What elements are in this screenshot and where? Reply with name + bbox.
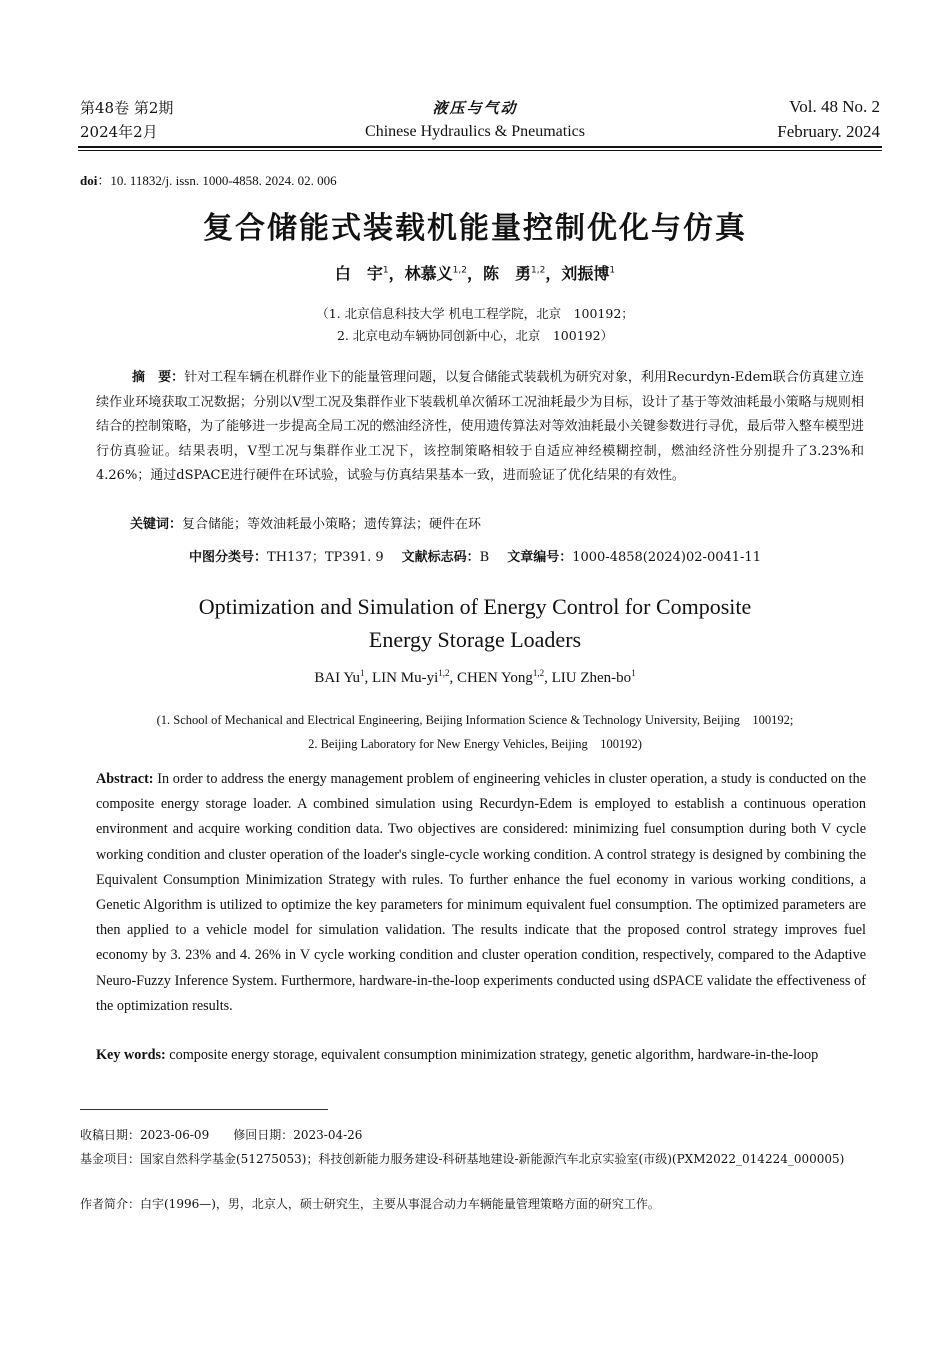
title-en-line: Optimization and Simulation of Energy Control for Composite — [198, 594, 752, 619]
author-separator: , — [364, 670, 373, 686]
author-separator: ， — [545, 264, 562, 283]
clc-value: TH137；TP391. 9 — [267, 550, 384, 565]
keywords-en-label: Key words: — [96, 1047, 166, 1063]
affiliations-cn — [0, 303, 950, 347]
keywords-cn-text: 复合储能；等效油耗最小策略；遗传算法；硬件在环 — [182, 517, 482, 532]
revised-label: 修回日期： — [233, 1128, 294, 1142]
doi — [80, 170, 337, 189]
author-name: 陈 勇 — [483, 264, 532, 283]
affiliation-line-en: 2. Beijing Laboratory for New Energy Vehicles, Beijing 100192) — [308, 737, 642, 751]
affiliation-line: （1. 北京信息科技大学 机电工程学院，北京 100192； — [316, 306, 634, 321]
doi-value[interactable]: ：10. 11832/j. issn. 1000-4858. 2024. 02. 006 — [97, 173, 337, 188]
clc-label: 中图分类号： — [189, 550, 268, 565]
author-affil-sup: 1,2 — [532, 668, 545, 678]
author-list-cn — [0, 261, 950, 284]
journal-issue-info-en — [777, 94, 880, 144]
author-separator: , — [449, 670, 458, 686]
author-affil-sup: 1 — [609, 265, 616, 276]
classification-line — [0, 546, 950, 565]
volume-issue-en: Vol. 48 No. 2 — [789, 97, 880, 116]
author-name-en: CHEN Yong — [457, 670, 533, 686]
abstract-en — [96, 767, 866, 1019]
author-list-en — [0, 668, 950, 687]
header-rule-thin — [78, 150, 882, 151]
doi-label: doi — [80, 173, 98, 188]
doc-code-value: B — [479, 550, 490, 565]
header-rule-thick — [78, 146, 882, 148]
author-name: 林慕义 — [404, 264, 453, 283]
article-no-label: 文章编号： — [507, 550, 573, 565]
doc-code-label: 文献标志码： — [401, 550, 480, 565]
author-separator: , — [544, 670, 552, 686]
journal-name-en: Chinese Hydraulics & Pneumatics — [365, 123, 585, 140]
author-affil-sup: 1 — [382, 265, 389, 276]
received-label: 收稿日期： — [80, 1128, 141, 1142]
author-affil-sup: 1 — [360, 668, 365, 678]
keywords-en-text: composite energy storage, equivalent consumption minimization strategy, genetic algorithm, hardware-in-the-loop — [165, 1047, 819, 1063]
paper-title-en — [0, 590, 950, 656]
footnote-funding: 基金项目：国家自然科学基金(51275053)；科技创新能力服务建设-科研基地建设-新能源汽车北京实验室(市级)(PXM2022_014224_000005) — [80, 1152, 845, 1166]
author-affil-sup: 1,2 — [452, 265, 467, 276]
author-affil-sup: 1 — [631, 668, 636, 678]
abstract-cn — [96, 366, 864, 489]
footnote-dates — [80, 1125, 884, 1145]
paper-title-cn: 复合储能式装载机能量控制优化与仿真 — [203, 211, 747, 246]
author-name: 白 宇 — [334, 264, 383, 283]
author-affil-sup: 1,2 — [531, 265, 546, 276]
author-name-en: BAI Yu — [314, 670, 361, 686]
article-no-value: 1000-4858(2024)02-0041-11 — [572, 550, 761, 565]
affiliation-line-en: (1. School of Mechanical and Electrical Engineering, Beijing Information Science & Technology University, Beijing 100192; — [156, 713, 794, 727]
title-en-line: Energy Storage Loaders — [368, 627, 582, 652]
keywords-cn — [130, 513, 481, 532]
journal-name-cn: 液压与气动 — [432, 99, 518, 117]
abstract-cn-label: 摘 要： — [132, 370, 185, 385]
author-affil-sup: 1,2 — [438, 668, 450, 678]
keywords-en — [96, 1043, 866, 1068]
author-name-en: LIN Mu-yi — [372, 670, 439, 686]
keywords-cn-label: 关键词： — [130, 517, 183, 532]
abstract-en-text: In order to address the energy management problem of engineering vehicles in cluster operation, a study is conducted on the composite energy storage loader. A combined simulation using Recurdyn-Edem is employed to establish a continuous operation environment and acquire working condition data. Two objectives are considered: minimizing fuel consumption during both V cycle working condition and cluster operation of the loader's single-cycle working condition. A control strategy is designed by combining the Equivalent Consumption Minimization Strategy with rules. To further enhance the fuel economy in various working conditions, a Genetic Algorithm is utilized to optimize the key parameters for minimum equivalent fuel consumption. The optimized parameters are then applied to a vehicle model for simulation validation. The results indicate that the proposed control strategy improves fuel economy by 3. 23% and 4. 26% in V cycle working condition and cluster operation condition, respectively, compared to the Adaptive Neuro-Fuzzy Inference System. Furthermore, hardware-in-the-loop experiments conducted using dSPACE validate the effectiveness of the optimization results. — [96, 771, 866, 1014]
affiliation-line: 2. 北京电动车辆协同创新中心，北京 100192） — [336, 328, 614, 343]
abstract-cn-text: 针对工程车辆在机群作业下的能量管理问题，以复合储能式装载机为研究对象，利用Recurdyn-Edem联合仿真建立连续作业环境获取工况数据；分别以V型工况及集群作业下装载机单次循环工况油耗最少为目标，设计了基于等效油耗最小策略与规则相结合的控制策略，为了能够进一步提高全局工况的燃油经济性，使用遗传算法对等效油耗最小关键参数进行寻优，最后带入整车模型进行仿真验证。结果表明，V型工况与集群作业工况下，该控制策略相较于自适应神经模糊控制，燃油经济性分别提升了3.23%和4.26%；通过dSPACE进行硬件在环试验，试验与仿真结果基本一致，进而验证了优化结果的有效性。 — [96, 370, 864, 483]
author-separator: ， — [388, 264, 405, 283]
affiliations-en — [0, 708, 950, 756]
footnote-author-bio: 作者简介：白宇(1996—)，男，北京人，硕士研究生，主要从事混合动力车辆能量管理策略方面的研究工作。 — [80, 1197, 660, 1211]
author-separator: ， — [466, 264, 483, 283]
author-name-en: LIU Zhen-bo — [551, 670, 632, 686]
abstract-en-label: Abstract: — [96, 771, 154, 787]
footnote-rule — [80, 1109, 328, 1110]
author-name: 刘振博 — [561, 264, 610, 283]
received-date: 2023-06-09 — [140, 1128, 210, 1142]
revised-date: 2023-04-26 — [293, 1128, 363, 1142]
volume-issue: 第48卷 第2期 — [80, 99, 174, 117]
issue-date-en: February. 2024 — [777, 122, 880, 141]
issue-date: 2024年2月 — [80, 123, 158, 141]
